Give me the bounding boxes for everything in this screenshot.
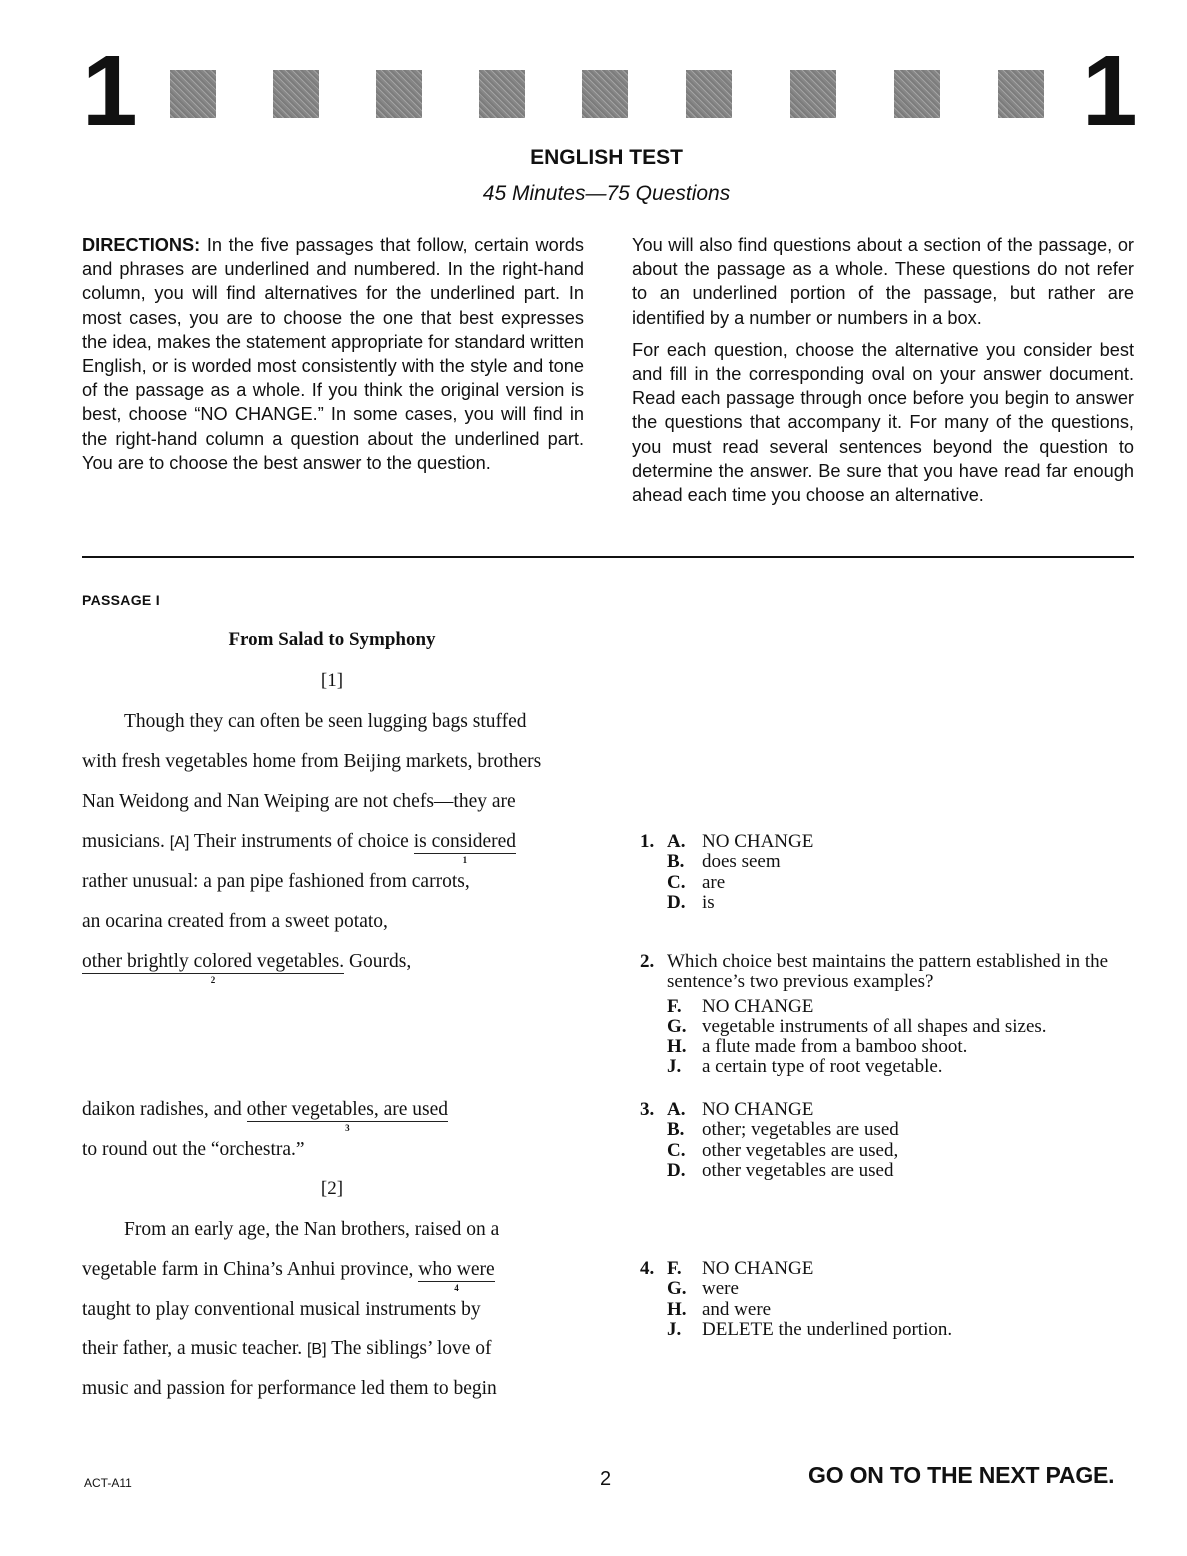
option-text: a flute made from a bamboo shoot.	[702, 1036, 968, 1058]
next-page-notice: GO ON TO THE NEXT PAGE.	[808, 1462, 1115, 1488]
decorative-square	[998, 70, 1044, 118]
passage-text: Their instruments of choice	[189, 831, 414, 852]
option-letter: F.	[667, 995, 682, 1017]
answer-option[interactable]	[667, 1259, 952, 1279]
decorative-square	[686, 70, 732, 118]
directions-right-paragraph-1: You will also find questions about a section of the passage, or about the passage as a whole. These questions do not refer to an underlined portion of the passage, but rather are identified by a number or numbers in a box.	[632, 235, 1134, 328]
option-letter: B.	[667, 1119, 685, 1141]
passage-line: an ocarina created from a sweet potato,	[82, 911, 388, 932]
answer-option[interactable]	[667, 1279, 952, 1299]
passage-line	[82, 830, 517, 865]
answer-option[interactable]	[667, 873, 813, 893]
answer-option[interactable]	[667, 1100, 899, 1120]
option-text: DELETE the underlined portion.	[702, 1318, 953, 1340]
option-letter: J.	[667, 1318, 682, 1340]
option-text: vegetable instruments of all shapes and sizes.	[702, 1015, 1047, 1037]
answer-option[interactable]	[667, 1017, 1137, 1037]
option-letter: A.	[667, 831, 686, 852]
option-letter: C.	[667, 1139, 686, 1161]
question-3	[640, 1100, 899, 1181]
option-letter: G.	[667, 1015, 687, 1037]
option-text: NO CHANGE	[702, 1099, 814, 1120]
answer-option[interactable]	[667, 1161, 899, 1181]
passage-line: rather unusual: a pan pipe fashioned from carrots,	[82, 871, 470, 892]
decorative-square	[894, 70, 940, 118]
question-reference-number: 1	[462, 855, 468, 865]
passage-line: Nan Weidong and Nan Weiping are not chefs—they are	[82, 791, 516, 812]
option-text: other vegetables are used,	[702, 1139, 899, 1161]
option-text: are	[702, 871, 726, 893]
sentence-marker-a: [A]	[169, 834, 190, 851]
decorative-square	[790, 70, 836, 118]
option-letter: G.	[667, 1278, 687, 1300]
question-reference-number: 4	[454, 1283, 459, 1293]
test-subtitle: 45 Minutes—75 Questions	[482, 182, 731, 205]
section-number-left: 1	[82, 35, 134, 147]
passage-line	[82, 1337, 492, 1362]
option-letter: A.	[667, 1099, 686, 1120]
question-4	[640, 1259, 952, 1340]
passage-line: From an early age, the Nan brothers, raised on a	[124, 1219, 500, 1240]
passage-line: taught to play conventional musical instruments by	[82, 1299, 481, 1320]
option-letter: H.	[667, 1298, 687, 1320]
option-letter: D.	[667, 1159, 686, 1181]
page-number: 2	[600, 1468, 612, 1490]
question-2	[640, 952, 1137, 1078]
directions-right-paragraph-2: For each question, choose the alternative you consider best and fill in the corresponding oval on your answer document. Read each passage through once before you begin to answer the questions that accompany it. For many of the questions, you must read several sentences beyond the question to determine the answer. Be sure that you have read far enough ahead each time you choose an alternative.	[632, 339, 1134, 506]
directions-right	[632, 233, 1134, 515]
answer-option[interactable]	[667, 852, 813, 872]
decorative-square	[582, 70, 628, 118]
section-number-right: 1	[1082, 35, 1134, 147]
option-text: NO CHANGE	[702, 1258, 814, 1279]
passage-line: with fresh vegetables home from Beijing markets, brothers	[82, 751, 542, 772]
answer-option[interactable]	[667, 1300, 952, 1320]
answer-option[interactable]	[667, 893, 813, 913]
directions-left	[82, 233, 584, 475]
underlined-portion-3[interactable]	[246, 1099, 449, 1133]
decorative-square	[273, 70, 319, 118]
option-letter: D.	[667, 891, 686, 913]
decorative-square-row	[170, 70, 1050, 120]
question-stem: Which choice best maintains the pattern established in the sentence’s two previous examples?	[667, 951, 1109, 993]
directions-left-text: In the five passages that follow, certain words and phrases are underlined and numbered. In the right-hand column, you will find alternatives for the underlined part. In most cases, you are to choose the one that best expresses the idea, makes the statement appropriate for standard written English, or is worded most consistently with the style and tone of the passage as a whole. If you think the original version is best, choose “NO CHANGE.” In some cases, you will find in the right-hand column a question about the underlined part. You are to choose the best answer to the question.	[82, 235, 584, 473]
sentence-marker-b: [B]	[306, 1341, 327, 1358]
option-letter: C.	[667, 871, 686, 893]
passage-line: to round out the “orchestra.”	[82, 1139, 305, 1160]
option-text: other vegetables are used	[702, 1159, 894, 1181]
answer-option[interactable]	[667, 1037, 1137, 1057]
option-text: a certain type of root vegetable.	[702, 1056, 943, 1078]
test-title: ENGLISH TEST	[530, 146, 683, 169]
passage-text: Gourds,	[344, 951, 412, 972]
option-text: does seem	[702, 851, 781, 873]
passage-text: vegetable farm in China’s Anhui province,	[82, 1259, 419, 1280]
underlined-text: is considered	[413, 831, 517, 852]
underlined-text: other brightly colored vegetables.	[82, 951, 345, 972]
question-1	[640, 832, 813, 913]
underlined-text: other vegetables, are used	[246, 1099, 449, 1120]
option-letter: H.	[667, 1036, 687, 1058]
option-text: NO CHANGE	[702, 831, 814, 852]
answer-option[interactable]	[667, 1120, 899, 1140]
option-text: and were	[702, 1298, 772, 1320]
passage-line: Though they can often be seen lugging bags stuffed	[124, 711, 527, 732]
option-letter: J.	[667, 1056, 682, 1078]
passage-line: music and passion for performance led them to begin	[82, 1378, 497, 1399]
question-number: 2.	[640, 951, 655, 972]
passage-line	[82, 1098, 449, 1133]
underlined-portion-2[interactable]	[82, 951, 345, 985]
question-number: 1.	[640, 831, 655, 852]
question-reference-number: 2	[210, 975, 216, 985]
section-divider	[82, 556, 1134, 558]
passage-title: From Salad to Symphony	[228, 629, 436, 650]
question-number: 4.	[640, 1258, 655, 1279]
passage-text: musicians.	[82, 831, 170, 852]
answer-option[interactable]	[667, 832, 813, 852]
paragraph-number: [1]	[320, 670, 344, 691]
underlined-portion-1[interactable]	[413, 831, 517, 865]
option-letter: B.	[667, 851, 685, 873]
underlined-text: who were	[418, 1259, 495, 1280]
passage-label: PASSAGE I	[82, 592, 160, 608]
decorative-square	[376, 70, 422, 118]
underlined-portion-4[interactable]	[418, 1259, 495, 1293]
passage-text: The siblings’ love of	[326, 1338, 492, 1359]
option-text: is	[702, 891, 715, 913]
decorative-square	[170, 70, 216, 118]
decorative-square	[479, 70, 525, 118]
passage-text: daikon radishes, and	[82, 1099, 247, 1120]
option-letter: F.	[667, 1258, 682, 1279]
answer-option[interactable]	[667, 1320, 952, 1340]
question-reference-number: 3	[345, 1123, 350, 1133]
option-text: NO CHANGE	[702, 995, 814, 1017]
directions-label: DIRECTIONS:	[82, 235, 201, 255]
answer-option[interactable]	[667, 1057, 1137, 1077]
passage-line	[82, 950, 412, 985]
option-text: other; vegetables are used	[702, 1119, 899, 1141]
paragraph-number: [2]	[320, 1178, 344, 1199]
question-number: 3.	[640, 1099, 655, 1120]
answer-option[interactable]	[667, 1141, 899, 1161]
option-text: were	[702, 1278, 739, 1300]
passage-text: their father, a music teacher.	[82, 1338, 307, 1359]
passage-line	[82, 1258, 495, 1293]
answer-option[interactable]	[667, 997, 1137, 1017]
form-code: ACT-A11	[84, 1476, 132, 1490]
